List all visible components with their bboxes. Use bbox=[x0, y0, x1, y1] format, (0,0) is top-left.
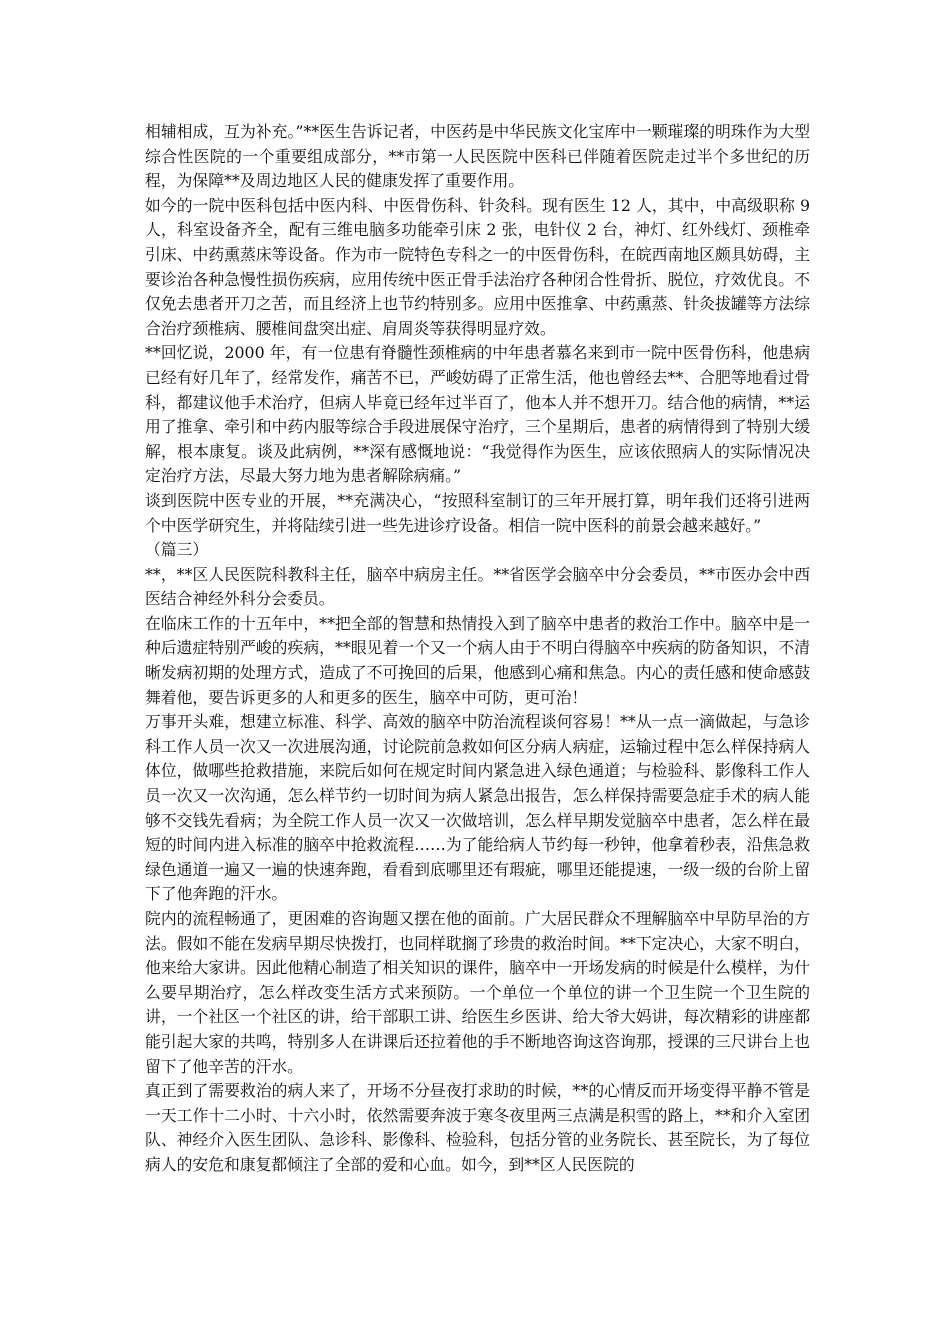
paragraph-7: 万事开头难，想建立标准、科学、高效的脑卒中防治流程谈何容易！**从一点一滴做起，与急诊科工作人员一次又一次进展沟通，讨论院前急救如何区分病人病症，运输过程中怎么样保持病人体位，做哪些抢救措施，来院后如何在规定时间内紧急进入绿色通道；与检验科、影像科工作人员一次又一次沟通，怎么样节约一切时间为病人紧急出报告，怎么样保持需要急症手术的病人能够不交钱先看病；为全院工作人员一次又一次做培训，怎么样早期发觉脑卒中患者，怎么样在最短的时间内进入标准的脑卒中抢救流程……为了能给病人节约每一秒钟，他拿着秒表，沿焦急救绿色通道一遍又一遍的快速奔跑，看看到底哪里还有瑕疵，哪里还能提速，一级一级的台阶上留下了他奔跑的汗水。 bbox=[145, 712, 810, 904]
paragraph-6: 在临床工作的十五年中，**把全部的智慧和热情投入到了脑卒中患者的救治工作中。脑卒中是一种后遗症特别严峻的疾病，**眼见着一个又一个病人由于不明白得脑卒中疾病的防备知识，不清晰发病初期的处理方式，造成了不可挽回的后果，他感到心痛和焦急。内心的责任感和使命感鼓舞着他，要告诉更多的人和更多的医生，脑卒中可防，更可治！ bbox=[145, 613, 810, 707]
paragraph-5: **，**区人民医院科教科主任，脑卒中病房主任。**省医学会脑卒中分会委员，**市医办会中西医结合神经外科分会委员。 bbox=[145, 564, 810, 609]
paragraph-8: 院内的流程畅通了，更困难的咨询题又摆在他的面前。广大居民群众不理解脑卒中早防早治的方法。假如不能在发病早期尽快拨打，也同样耽搁了珍贵的救治时间。**下定决心，大家不明白，他来给大家讲。因此他精心制造了相关知识的课件，脑卒中一开场发病的时候是什么模样，为什么要早期治疗，怎么样改变生活方式来预防。一个单位一个单位的讲一个卫生院一个卫生院的讲，一个社区一个社区的讲，给干部职工讲、给医生乡医讲、给大爷大妈讲，每次精彩的讲座都能引起大家的共鸣，特别多人在讲课后还拉着他的手不断地咨询这咨询那，授课的三尺讲台上也留下了他辛苦的汗水。 bbox=[145, 909, 810, 1076]
paragraph-4: 谈到医院中医专业的开展，**充满决心，“按照科室制订的三年开展打算，明年我们还将引进两个中医学研究生，并将陆续引进一些先进诊疗设备。相信一院中医科的前景会越来越好。” bbox=[145, 490, 810, 535]
paragraph-1: 相辅相成，互为补充。”**医生告诉记者，中医药是中华民族文化宝库中一颗璀璨的明珠作为大型综合性医院的一个重要组成部分，**市第一人民医院中医科已伴随着医院走过半个多世纪的历程，为保障**及周边地区人民的健康发挥了重要作用。 bbox=[145, 122, 810, 191]
paragraph-2: 如今的一院中医科包括中医内科、中医骨伤科、针灸科。现有医生 12 人，其中，中高级职称 9 人，科室设备齐全，配有三维电脑多功能牵引床 2 张，电针仪 2 台，神灯、红外线灯、颈椎牵引床、中药熏蒸床等设备。作为市一院特色专科之一的中医骨伤科，在皖西南地区颇具妨碍，主要诊治各种急慢性损伤疾病，应用传统中医正骨手法治疗各种闭合性骨折、脱位，疗效优良。不仅免去患者开刀之苦，而且经济上也节约特别多。应用中医推拿、中药熏蒸、针灸拔罐等方法综合治疗颈椎病、腰椎间盘突出症、肩周炎等获得明显疗效。 bbox=[145, 195, 810, 338]
document-body bbox=[145, 120, 810, 1178]
section-heading: （篇三） bbox=[145, 540, 209, 560]
paragraph-3: **回忆说，2000 年，有一位患有脊髓性颈椎病的中年患者慕名来到市一院中医骨伤科，他患病已经有好几年了，经常发作，痛苦不已，严峻妨碍了正常生活，他也曾经去**、合肥等地看过骨科，都建议他手术治疗，但病人毕竟已经年过半百了，他本人并不想开刀。结合他的病情，**运用了推拿、牵引和中药内服等综合手段进展保守治疗，三个星期后，患者的病情得到了特别大缓解，根本康复。谈及此病例，**深有感慨地说：“我觉得作为医生，应该依照病人的实际情况决定治疗方法，尽最大努力地为患者解除病痛。” bbox=[145, 343, 810, 486]
paragraph-9: 真正到了需要救治的病人来了，开场不分昼夜打求助的时候，**的心情反而开场变得平静不管是一天工作十二小时、十六小时，依然需要奔波于寒冬夜里两三点满是积雪的路上，**和介入室团队、神经介入医生团队、急诊科、影像科、检验科，包括分管的业务院长、甚至院长，为了每位病人的安危和康复都倾注了全部的爱和心血。如今，到**区人民医院的 bbox=[145, 1081, 810, 1174]
